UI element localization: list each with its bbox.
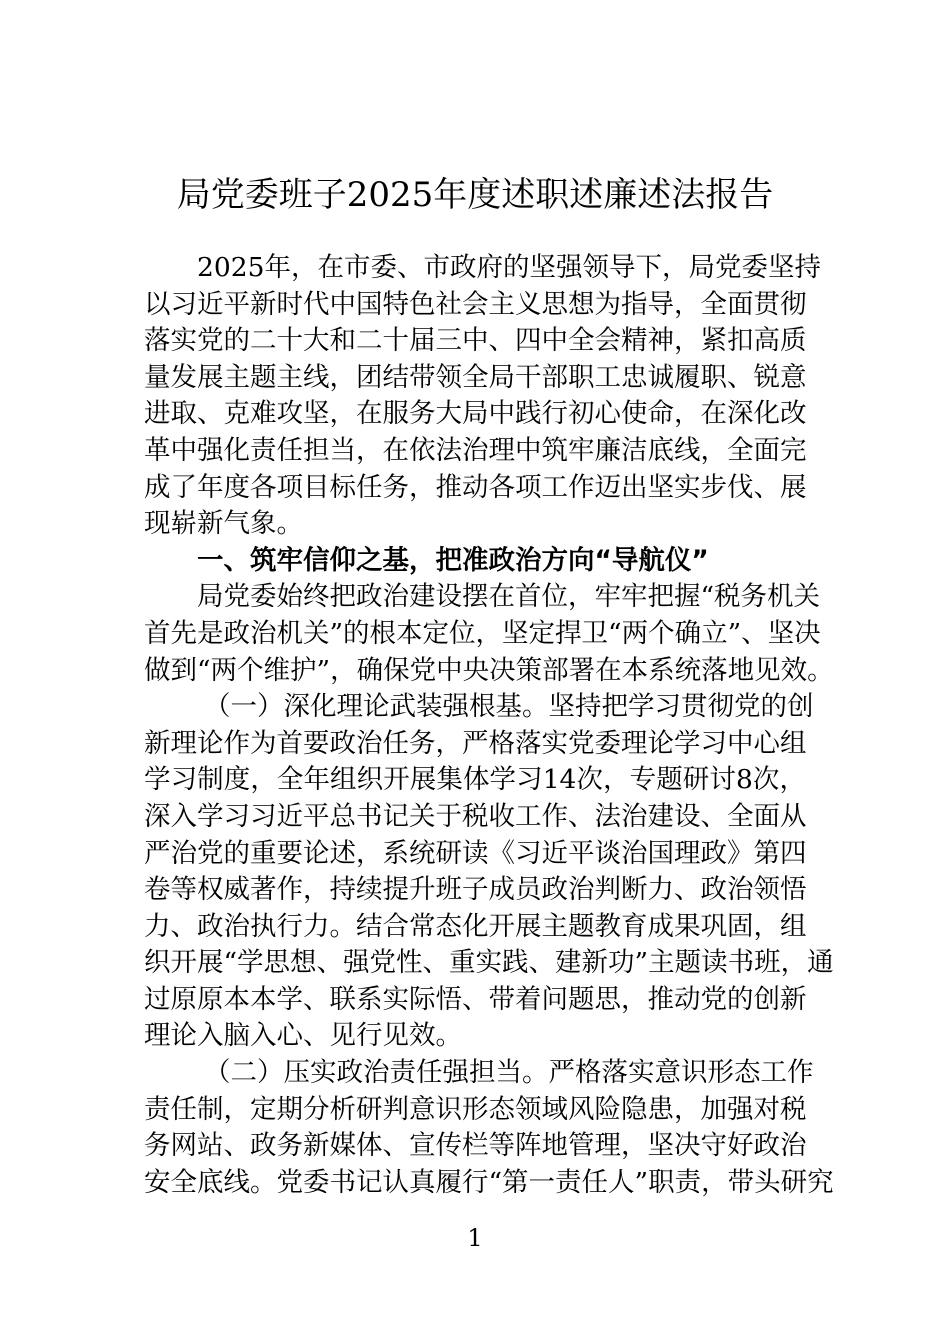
text-line: 进取、克难攻坚，在服务大局中践行初心使命，在深化改 [144, 398, 807, 430]
text-line: 成了年度各项目标任务，推动各项工作迈出坚实步伐、展 [144, 471, 807, 503]
text-line: 革中强化责任担当，在依法治理中筑牢廉洁底线，全面完 [144, 434, 807, 466]
subsection-paragraph [144, 689, 834, 1055]
paragraph [144, 579, 834, 689]
text-line: 落实党的二十大和二十届三中、四中全会精神，紧扣高质 [144, 325, 807, 357]
text-line: 理论入脑入心、见行见效。 [144, 1020, 462, 1052]
text-line: 卷等权威著作，持续提升班子成员政治判断力、政治领悟 [144, 874, 807, 906]
text-line: 做到“两个维护”，确保党中央决策部署在本系统落地见效。 [144, 654, 834, 686]
text-line: （二）压实政治责任强担当。严格落实意识形态工作 [204, 1057, 814, 1089]
text-line: 务网站、政务新媒体、宣传栏等阵地管理，坚决守好政治 [144, 1130, 807, 1162]
subsection-paragraph [144, 1055, 834, 1201]
text-line: 严治党的重要论述，系统研读《习近平谈治国理政》第四 [144, 837, 807, 869]
section-heading [144, 543, 806, 580]
text-line: 过原原本本学、联系实际悟、带着问题思，推动党的创新 [144, 983, 807, 1015]
text-line: 首先是政治机关”的根本定位，坚定捍卫“两个确立”、坚决 [144, 617, 821, 649]
paragraph [144, 250, 821, 543]
text-line: 深入学习习近平总书记关于税收工作、法治建设、全面从 [144, 800, 807, 832]
text-line: （一）深化理论武装强根基。坚持把学习贯彻党的创 [204, 691, 814, 723]
text-line: 力、政治执行力。结合常态化开展主题教育成果巩固，组 [144, 910, 807, 942]
text-line: 责任制，定期分析研判意识形态领域风险隐患，加强对税 [144, 1093, 807, 1125]
text-line: 一、筑牢信仰之基，把准政治方向“导航仪” [197, 544, 709, 576]
text-line: 2025年，在市委、市政府的坚强领导下，局党委坚持 [197, 252, 821, 283]
text-line: 学习制度，全年组织开展集体学习14次，专题研讨8次， [144, 764, 806, 796]
text-line: 现崭新气象。 [144, 508, 303, 540]
text-line: 织开展“学思想、强党性、重实践、建新功”主题读书班，通 [144, 947, 834, 979]
document-body [144, 0, 834, 1201]
text-line: 以习近平新时代中国特色社会主义思想为指导，全面贯彻 [144, 288, 807, 320]
text-line: 安全底线。党委书记认真履行“第一责任人”职责，带头研究 [144, 1166, 834, 1198]
page-number: 1 [467, 1224, 483, 1253]
document-title: 局党委班子2025年度述职述廉述法报告 [176, 175, 774, 215]
text-line: 量发展主题主线，团结带领全局干部职工忠诚履职、锐意 [144, 361, 807, 393]
text-line: 局党委始终把政治建设摆在首位，牢牢把握“税务机关 [197, 581, 821, 613]
text-line: 新理论作为首要政治任务，严格落实党委理论学习中心组 [144, 727, 807, 759]
